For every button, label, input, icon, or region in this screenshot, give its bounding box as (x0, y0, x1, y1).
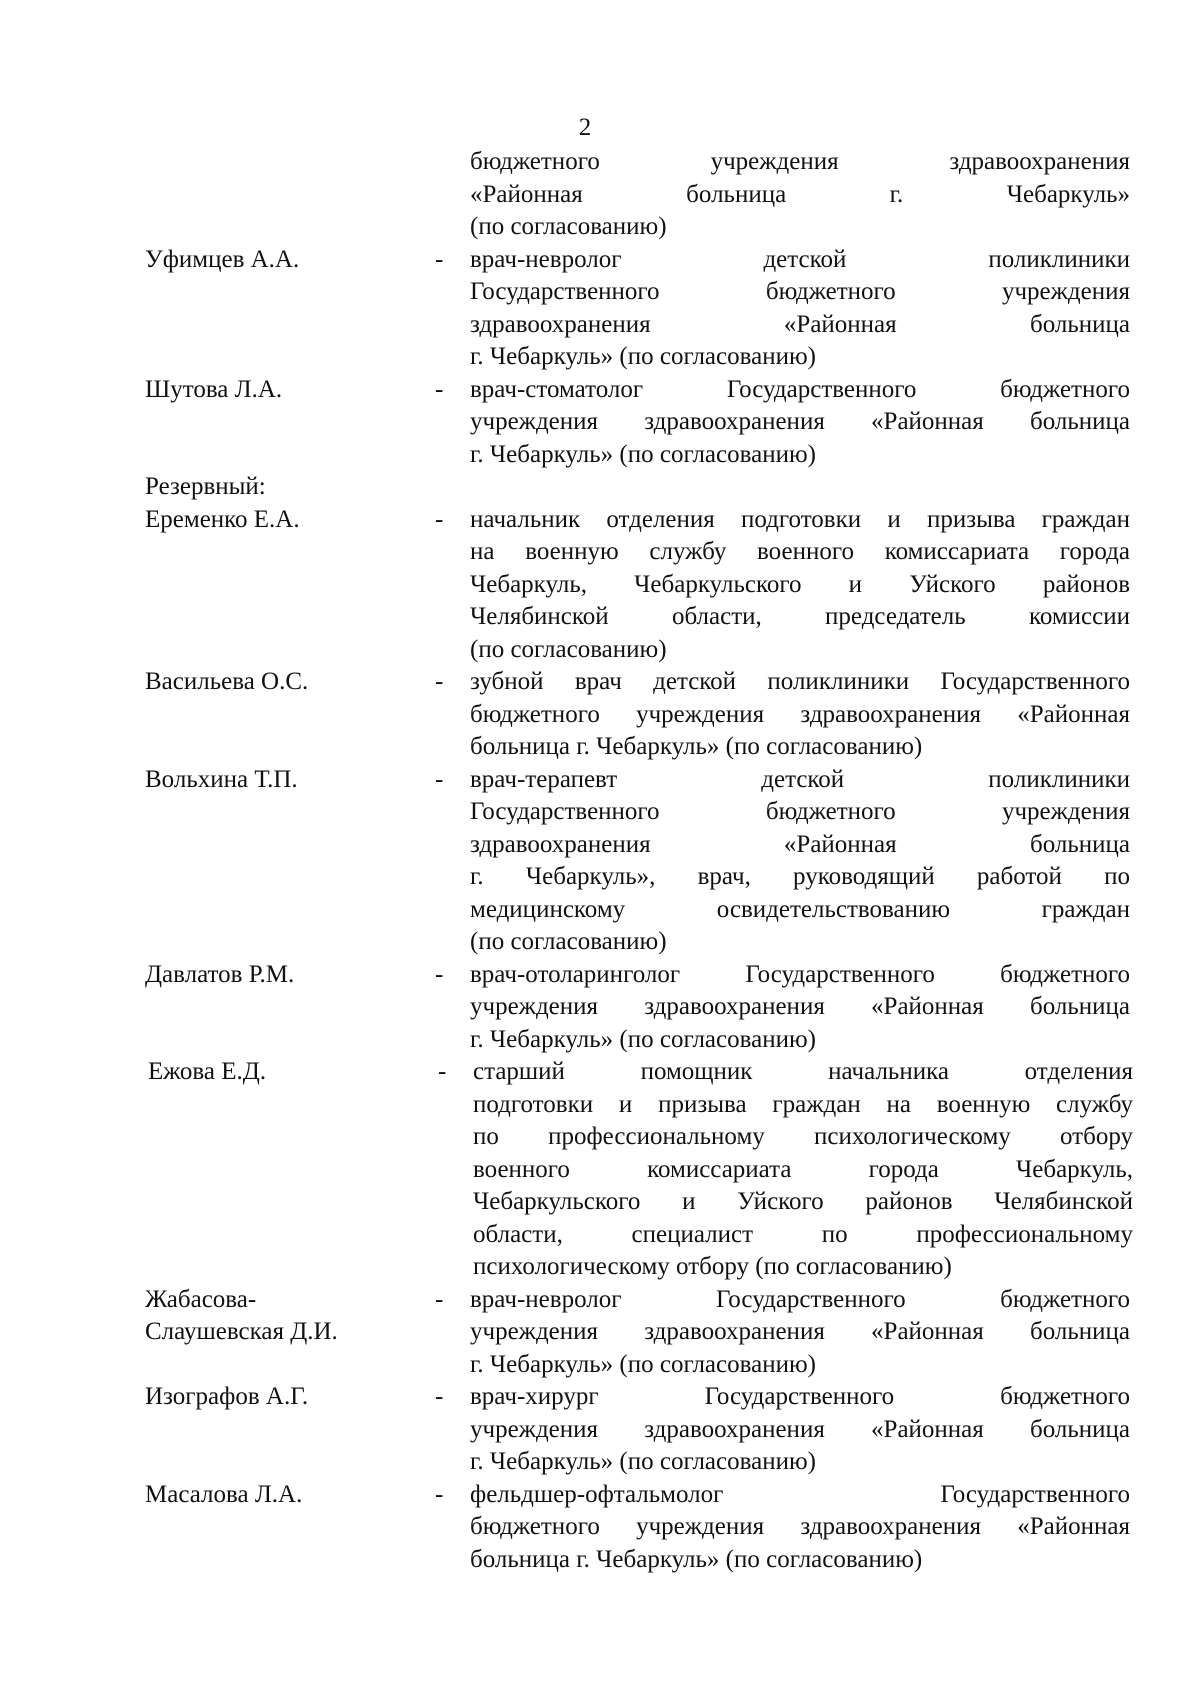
member-name: Васильева О.С. (145, 668, 309, 695)
member-dash: - (435, 1285, 444, 1313)
member-position: врач-терапевт детской поликлиники Государственного бюджетного учреждения здравоохранения «Районная больница г. Чебаркуль», врач, руководящий работой по медицинскому освидетельствованию граждан (по согласованию) (470, 765, 1130, 955)
member-position: врач-отоларинголог Государственного бюджетного учреждения здравоохранения «Районная больница г. Чебаркуль» (по согласованию) (470, 960, 1130, 1053)
member-position: врач-хирург Государственного бюджетного учреждения здравоохранения «Районная больница г. Чебаркуль» (по согласованию) (470, 1383, 1130, 1475)
member-entry (145, 1284, 1130, 1382)
member-dash: - (438, 1058, 447, 1085)
member-name: Ежова Е.Д. (148, 1058, 267, 1085)
member-dash: - (435, 505, 444, 533)
member-dash: - (435, 1383, 444, 1410)
member-name: Шутова Л.А. (145, 375, 283, 403)
member-position: зубной врач детской поликлиники Государственного бюджетного учреждения здравоохранения «Районная больница г. Чебаркуль» (по согласованию) (470, 668, 1130, 760)
member-dash: - (435, 960, 444, 988)
member-position: врач-стоматолог Государственного бюджетного учреждения здравоохранения «Районная больница г. Чебаркуль» (по согласованию) (470, 375, 1130, 468)
member-list (145, 146, 1133, 1576)
member-dash: - (435, 245, 444, 273)
member-name: Давлатов Р.М. (145, 960, 295, 988)
member-name: Масалова Л.А. (145, 1480, 303, 1508)
member-position: фельдшер-офтальмолог Государственного бюджетного учреждения здравоохранения «Районная больница г. Чебаркуль» (по согласованию) (470, 1480, 1130, 1573)
member-name: Уфимцев А.А. (145, 245, 300, 273)
page-number: 2 (578, 114, 592, 141)
member-dash: - (435, 668, 444, 695)
member-entry (145, 504, 1130, 667)
member-entry (145, 1056, 1133, 1284)
member-entry (145, 374, 1130, 472)
member-dash: - (435, 765, 444, 793)
reserve-label-row (145, 471, 1130, 504)
member-entry (145, 959, 1130, 1057)
member-name: Вольхина Т.П. (145, 765, 298, 793)
continuation-text: бюджетного учреждения здравоохранения «Районная больница г. Чебаркуль» (по согласованию) (470, 148, 1130, 240)
member-name: Жабасова- Слаушевская Д.И. (145, 1285, 338, 1345)
member-entry (145, 764, 1130, 959)
member-position: начальник отделения подготовки и призыва граждан на военную службу военного комиссариата города Чебаркуль, Чебаркульского и Уйского районов Челябинской области, председатель комиссии (по согласованию) (470, 505, 1130, 663)
reserve-members (145, 504, 1133, 1577)
member-position: старший помощник начальника отделения подготовки и призыва граждан на военную службу по профессиональному психологическому отбору военного комиссариата города Чебаркуль, Чебаркульского и Уйского районов Челябинской области, специалист по профессиональному психологическому отбору (по согласованию) (473, 1058, 1133, 1280)
member-dash: - (435, 1480, 444, 1508)
continuation-entry (145, 146, 1130, 244)
member-dash: - (435, 375, 444, 403)
member-entry (145, 244, 1130, 374)
member-entry (145, 1381, 1130, 1479)
member-name: Изографов А.Г. (145, 1383, 309, 1410)
member-position: врач-невролог Государственного бюджетного учреждения здравоохранения «Районная больница г. Чебаркуль» (по согласованию) (470, 1285, 1130, 1378)
reserve-label: Резервный: (145, 473, 266, 500)
member-position: врач-невролог детской поликлиники Государственного бюджетного учреждения здравоохранения «Районная больница г. Чебаркуль» (по согласованию) (470, 245, 1130, 370)
main-members (145, 244, 1130, 472)
member-name: Еременко Е.А. (145, 505, 300, 533)
member-entry (145, 666, 1130, 764)
member-entry (145, 1479, 1130, 1577)
